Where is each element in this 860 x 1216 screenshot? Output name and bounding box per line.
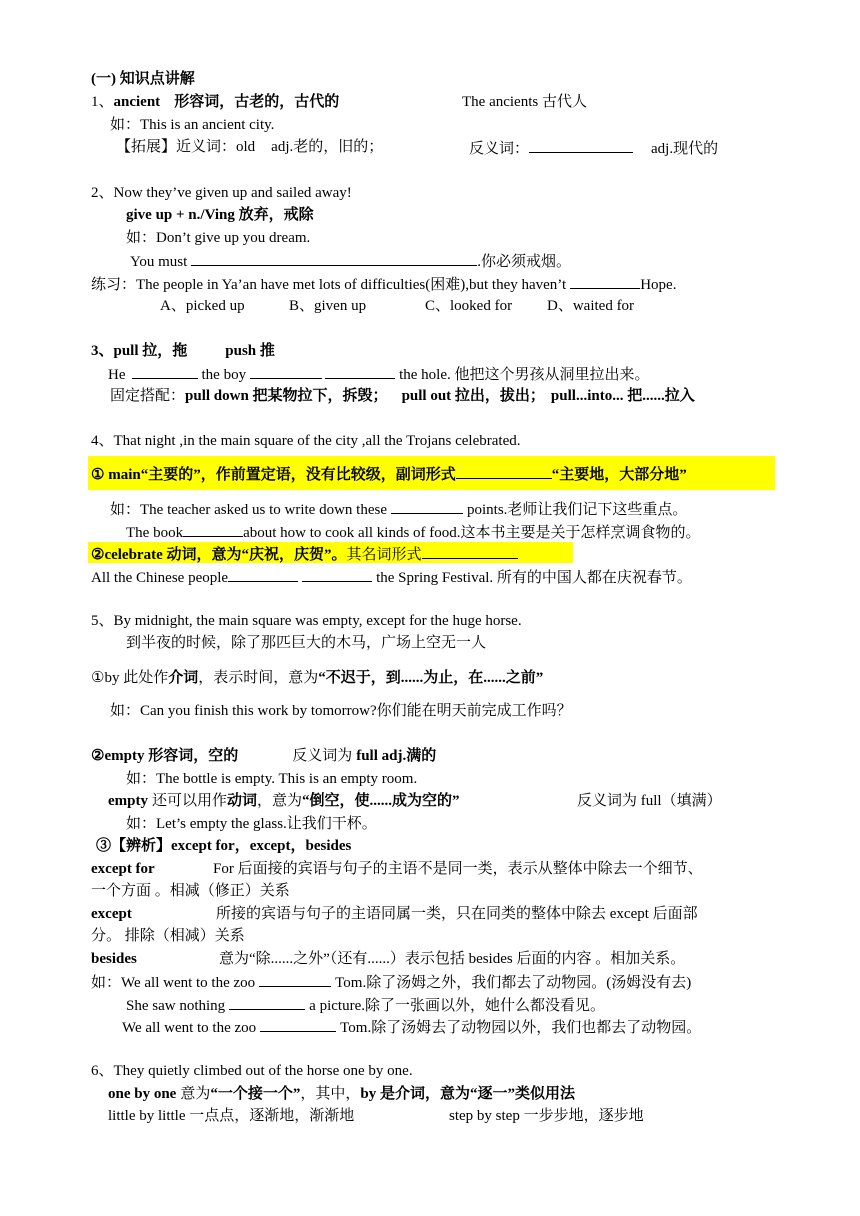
item-5-title: 5、By midnight, the main square was empty, except for the huge horse. bbox=[91, 613, 522, 629]
empty-example-2: 如：Let’s empty the glass.让我们干杯。 bbox=[126, 816, 377, 832]
item-2-title: 2、Now they’ve given up and sailed away! bbox=[91, 185, 352, 201]
item-3-fixed: 固定搭配：pull down 把某物拉下，拆毁； pull out 拉出，拔出； pull...into... 把......拉入 bbox=[110, 388, 695, 404]
celebrate-noun-blank bbox=[422, 543, 518, 559]
item-1-title: 1、ancient 形容词，古老的，古代的 bbox=[91, 94, 340, 110]
empty-verb-note: empty 还可以用作动词，意为“倒空，使......成为空的” bbox=[108, 793, 460, 809]
except-for-desc-2: 一个方面 。相减（修正）关系 bbox=[91, 883, 290, 899]
item-1-plural: The ancients 古代人 bbox=[462, 94, 587, 110]
main-example-2: The book about how to cook all kinds of food.这本书主要是关于怎样烹调食物的。 bbox=[126, 521, 701, 543]
empty-example-1: 如：The bottle is empty. This is an empty room. bbox=[126, 771, 418, 787]
except-desc-1: 所接的宾语与句子的主语同属一类，只在同类的整体中除去 except 后面部 bbox=[216, 906, 698, 922]
item-1-example: 如：This is an ancient city. bbox=[110, 117, 275, 133]
item-3-example: He the boy the hole. 他把这个男孩从洞里拉出来。 bbox=[108, 363, 649, 385]
distinction-heading: ③【辨析】except for，except，besides bbox=[96, 838, 352, 854]
empty-verb-antonym: 反义词为 full（填满） bbox=[577, 793, 722, 809]
distinction-example-2: She saw nothing a picture.除了一张画以外，她什么都没看见。 bbox=[126, 994, 605, 1016]
item-2-practice: 练习：The people in Ya’an have met lots of difficulties(困难),but they haven’t Hope. bbox=[91, 273, 676, 295]
besides-desc: 意为“除......之外”（还有......）表示包括 besides 后面的内容 。相加关系。 bbox=[219, 951, 686, 967]
except-term: except bbox=[91, 906, 132, 922]
item-3-title: 3、pull 拉，拖 push 推 bbox=[91, 343, 275, 359]
option-b: B、given up bbox=[289, 298, 367, 314]
step-by-step: step by step 一步步地，逐步地 bbox=[449, 1108, 644, 1124]
option-a: A、picked up bbox=[160, 298, 245, 314]
except-for-desc-1: For 后面接的宾语与句子的主语不是同一类，表示从整体中除去一个细节、 bbox=[213, 861, 703, 877]
distinction-example-1: 如：We all went to the zoo Tom.除了汤姆之外，我们都去了动物园。(汤姆没有去) bbox=[91, 971, 691, 993]
little-by-little: little by little 一点点，逐渐地，渐渐地 bbox=[108, 1108, 355, 1124]
item-1-extension: 【拓展】近义词：old adj.老的，旧的； bbox=[116, 139, 384, 155]
practice-blank bbox=[570, 273, 640, 289]
one-by-one-note: one by one 意为“一个接一个”，其中，by 是介词，意为“逐一”类似用法 bbox=[108, 1086, 575, 1102]
except-desc-2: 分。 排除（相减）关系 bbox=[91, 928, 245, 944]
celebrate-example: All the Chinese people the Spring Festival. 所有的中国人都在庆祝春节。 bbox=[91, 566, 692, 588]
distinction-example-3: We all went to the zoo Tom.除了汤姆去了动物园以外，我们也都去了动物园。 bbox=[122, 1016, 701, 1038]
antonym-blank bbox=[529, 137, 633, 153]
main-example-1: 如：The teacher asked us to write down these points.老师让我们记下这些重点。 bbox=[110, 498, 687, 520]
item-2-fill: You must .你必须戒烟。 bbox=[130, 250, 571, 272]
item-6-title: 6、They quietly climbed out of the horse one by one. bbox=[91, 1063, 413, 1079]
besides-term: besides bbox=[91, 951, 137, 967]
item-4-title: 4、That night ,in the main square of the city ,all the Trojans celebrated. bbox=[91, 433, 521, 449]
option-c: C、looked for bbox=[425, 298, 513, 314]
by-example: 如：Can you finish this work by tomorrow?你们能在明天前完成工作吗？ bbox=[110, 703, 572, 719]
item-2-example: 如：Don’t give up you dream. bbox=[126, 230, 311, 246]
main-adv-blank bbox=[456, 463, 552, 479]
celebrate-note: ②celebrate 动词，意为“庆祝，庆贺”。其名词形式 bbox=[91, 543, 518, 565]
section-heading: (一) 知识点讲解 bbox=[91, 71, 195, 87]
you-must-blank bbox=[191, 250, 477, 266]
option-d: D、waited for bbox=[547, 298, 635, 314]
by-note: ①by 此处作介词，表示时间，意为“不迟于，到......为止，在......之前” bbox=[91, 670, 544, 686]
item-2-phrase: give up + n./Ving 放弃，戒除 bbox=[126, 207, 314, 223]
item-5-translation: 到半夜的时候，除了那匹巨大的木马，广场上空无一人 bbox=[126, 635, 487, 651]
except-for-term: except for bbox=[91, 861, 155, 877]
item-1-antonym: 反义词： adj.现代的 bbox=[469, 137, 718, 159]
empty-note: ②empty 形容词，空的 反义词为 full adj.满的 bbox=[91, 748, 437, 764]
main-note: ① main“主要的”，作前置定语，没有比较级，副词形式 “主要地，大部分地” bbox=[91, 463, 687, 485]
